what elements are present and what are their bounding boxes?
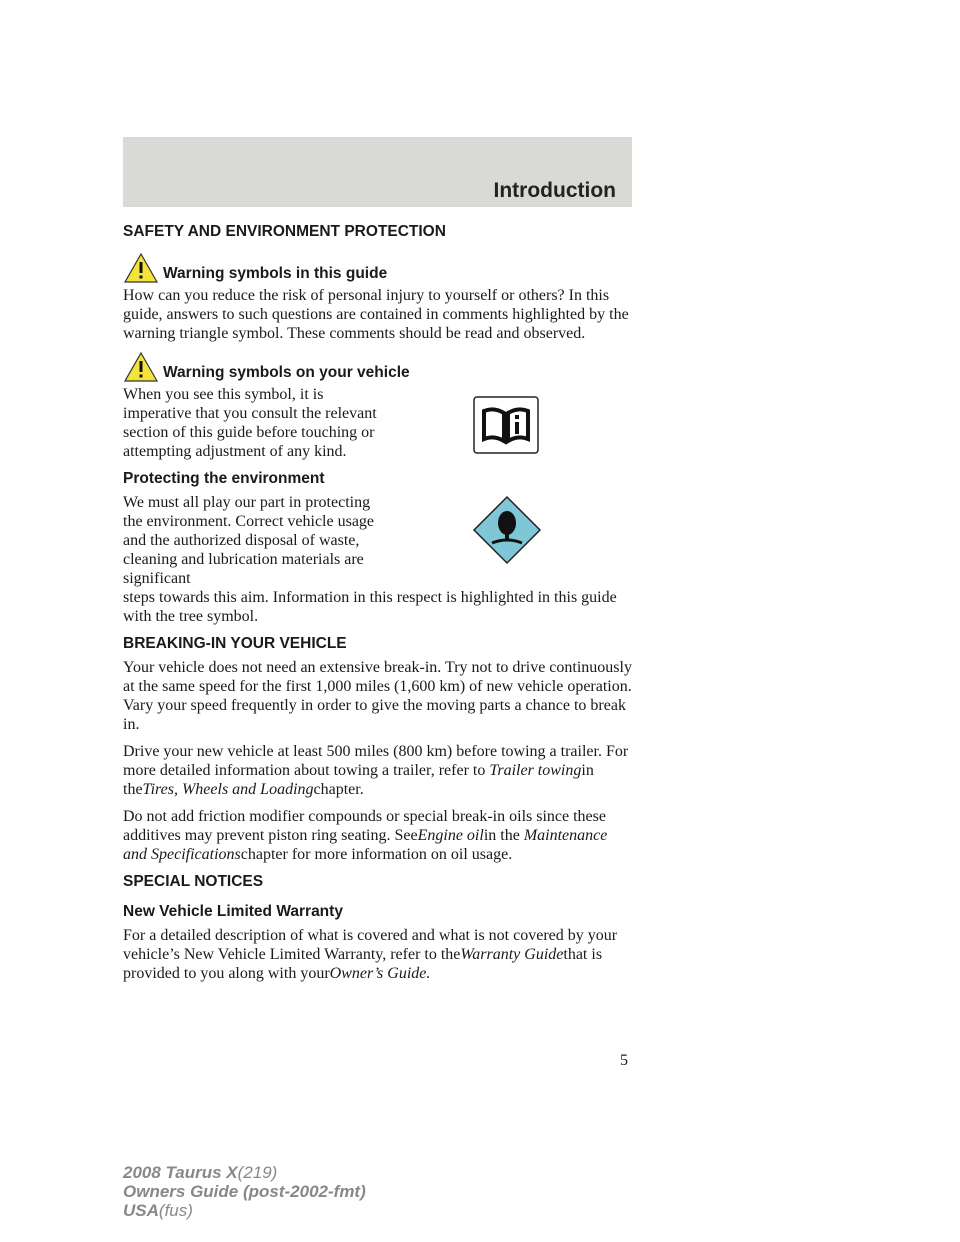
chapter-title: Introduction (493, 179, 616, 202)
section-heading-safety: SAFETY AND ENVIRONMENT PROTECTION (123, 223, 446, 240)
page-content (123, 222, 632, 991)
owner-manual-book-icon (472, 395, 540, 455)
warranty-guide-ref: Warranty Guide (460, 946, 564, 963)
warning-guide-text: How can you reduce the risk of personal injury to yourself or others? In this guide, answers to such questions are contained in comments highlighted by the warning triangle symbol. These comments should be read and observed. (123, 287, 629, 342)
tree-diamond-icon (472, 495, 542, 565)
tires-wheels-ref: Tires, Wheels and Loading (142, 781, 314, 798)
section-heading-breakin: BREAKING-IN YOUR VEHICLE (123, 635, 347, 652)
breakin-paragraph-3: Do not add friction modifier compounds or special break-in oils since these additives may prevent piston ring seating. SeeEngine oilin the Maintenance and Specificationschapter for more information on oil usage. (123, 808, 608, 863)
page-number: 5 (620, 1052, 628, 1069)
env-heading: Protecting the environment (123, 470, 325, 487)
header-band (123, 137, 632, 207)
warranty-paragraph: For a detailed description of what is covered and what is not covered by your vehicle’s New Vehicle Limited Warranty, refer to theWarranty Guidethat is provided to you along with yourOwner’s Guide. (123, 927, 618, 982)
owners-guide-ref: Owner’s Guide. (329, 965, 431, 982)
footer-line-3: USA(fus) (123, 1201, 193, 1220)
warning-guide-heading-row (123, 252, 632, 284)
env-text-bottom: steps towards this aim. Information in this respect is highlighted in this guide with the tree symbol. (123, 589, 617, 625)
breakin-paragraph-1: Your vehicle does not need an extensive break-in. Try not to drive continuously at the same speed for the first 1,000 miles (1,600 km) of new vehicle operation. Vary your speed frequently in order to give the moving parts a chance to break in. (123, 659, 632, 733)
trailer-towing-ref: Trailer towing (489, 762, 582, 779)
warning-vehicle-heading: Warning symbols on your vehicle (163, 364, 410, 381)
warning-vehicle-heading-row (123, 351, 632, 383)
maintenance-ref: Maintenance and Specifications (123, 827, 608, 863)
document-footer (123, 1163, 366, 1220)
engine-oil-ref: Engine oil (417, 827, 484, 844)
breakin-paragraph-2: Drive your new vehicle at least 500 miles (800 km) before towing a trailer. For more detailed information about towing a trailer, refer to Trailer towingin theTires, Wheels and Loadingchapter. (123, 743, 629, 798)
warning-vehicle-block (123, 385, 632, 469)
footer-line-1: 2008 Taurus X(219) (123, 1163, 278, 1182)
warning-guide-heading: Warning symbols in this guide (163, 265, 388, 282)
footer-line-2: Owners Guide (post-2002-fmt) (123, 1182, 366, 1201)
warning-vehicle-text: When you see this symbol, it is imperative that you consult the relevant section of this guide before touching or attempting adjustment of any kind. (123, 386, 377, 460)
warning-triangle-icon (123, 351, 159, 383)
env-text-top: We must all play our part in protecting the environment. Correct vehicle usage and the authorized disposal of waste, cleaning and lubrication materials are significant (123, 494, 375, 587)
section-heading-notices: SPECIAL NOTICES (123, 873, 264, 890)
env-block (123, 493, 632, 588)
warranty-heading: New Vehicle Limited Warranty (123, 903, 343, 920)
warning-triangle-icon (123, 252, 159, 284)
